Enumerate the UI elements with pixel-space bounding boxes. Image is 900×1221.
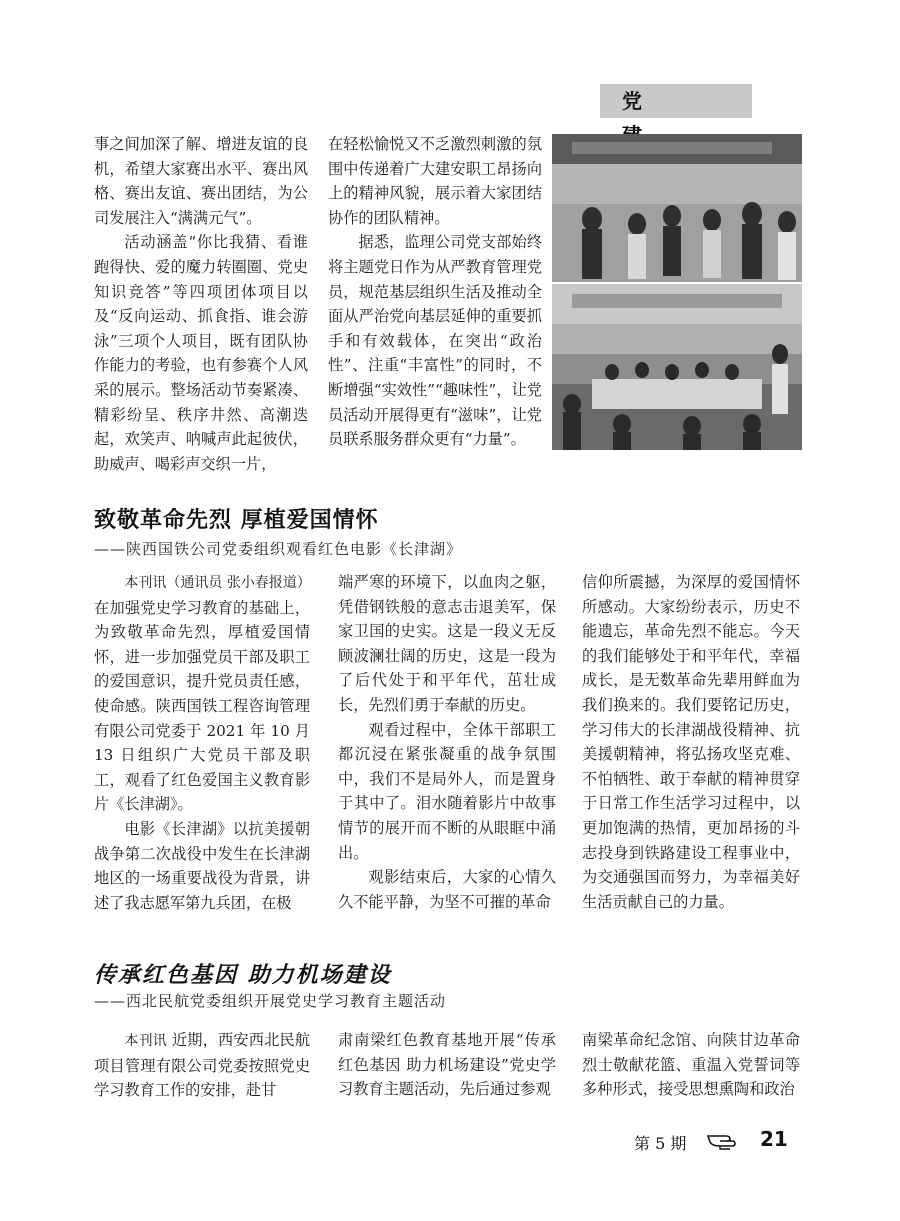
article2-column-1 [94,1028,310,1103]
top-column-2 [328,132,542,452]
article1-col2-paragraph-3: 观影结束后，大家的心情久久不能平静，为坚不可摧的革命 [338,868,556,911]
activity-photo-1 [552,134,802,282]
article2-col1-text: 近期，西安西北民航项目管理有限公司党委按照党史学习教育工作的安排，赴甘 [94,1031,311,1100]
article2-column-3 [582,1028,800,1102]
article2-subtitle: ——西北民航党委组织开展党史学习教育主题活动 [94,992,447,1010]
top-column-1 [94,132,308,476]
issue-label: 第 5 期 [634,1134,687,1153]
pointing-hand-icon [706,1128,742,1156]
article1-column-1 [94,570,310,915]
article1-column-3 [582,570,800,914]
article1-col2-paragraph-1: 端严寒的环境下，以血肉之躯，凭借钢铁般的意志击退美军，保家卫国的史实。这是一段义无反顾波澜壮阔的历史，这是一段为了后代处于和平年代，茁壮成长，先烈们勇于奉献的历史。 [338,573,556,714]
section-tag: 党 [600,84,752,118]
top-col1-paragraph-2: 活动涵盖“你比我猜、看谁跑得快、爱的魔力转圈圈、党史知识竞答”等四项团体项目以及“反向运动、抓食指、谁会游泳”三项个人项目，既有团队协作能力的考验，也有参赛个人风采的展示。整场活动节奏紧凑、精彩纷呈、秩序井然、高潮迭起，欢笑声、呐喊声此起彼伏，助威声、喝彩声交织一片， [94,233,308,473]
article2-lead: 本刊讯 [124,1033,167,1049]
activity-photo-1-image [552,134,802,282]
article2-col3-paragraph: 南梁革命纪念馆、向陕甘边革命烈士敬献花篮、重温入党誓词等多种形式，接受思想熏陶和政治 [582,1031,800,1099]
article1-col1-paragraph-2: 电影《长津湖》以抗美援朝战争第二次战役中发生在长津湖地区的一场重要战役为背景，讲述了我志愿军第九兵团，在极 [94,819,310,912]
page-number: 21 [760,1127,788,1151]
activity-photo-2 [552,284,802,450]
article2-column-2 [338,1028,556,1102]
activity-photo-2-image [552,284,802,450]
article2-title: 传承红色基因 助力机场建设 [94,962,392,988]
article2-col2-paragraph: 肃南梁红色教育基地开展“传承红色基因 助力机场建设”党史学习教育主题活动，先后通过参观 [338,1031,556,1099]
article2-col1-paragraph [94,1028,310,1103]
article1-col2-paragraph-2: 观看过程中，全体干部职工都沉浸在紧张凝重的战争氛围中，我们不是局外人，而是置身于其中了。泪水随着影片中故事情节的展开而不断的从眼眶中涌出。 [338,720,556,862]
article1-col3-paragraph-1: 信仰所震撼，为深厚的爱国情怀所感动。大家纷纷表示，历史不能遗忘，革命先烈不能忘。今天的我们能够处于和平年代，幸福成长，是无数革命先辈用鲜血为我们换来的。我们要铭记历史，学习伟大的长津湖战役精神、抗美援朝精神，将弘扬攻坚克难、不怕牺牲、敢于奉献的精神贯穿于日常工作生活学习过程中，以更加饱满的热情，更加昂扬的斗志投身到铁路建设工程事业中，为交通强国而努力，为幸福美好生活贡献自己的力量。 [582,573,800,911]
article1-col1-text-1: 在加强党史学习教育的基础上，为致敬革命先烈，厚植爱国情怀，进一步加强党员干部及职工的爱国意识，提升党员责任感，使命感。陕西国铁工程咨询管理有限公司党委于 2021 年 10 月 13 日组织广大党员干部及职工，观看了红色爱国主义教育影片《长津湖》。 [94,598,310,814]
top-col1-paragraph-1: 事之间加深了解、增进友谊的良机，希望大家赛出水平、赛出风格、赛出友谊、赛出团结，为公司发展注入“满满元气”。 [94,135,308,227]
article1-column-2 [338,570,556,914]
article1-lead: 本刊讯（通讯员 张小春报道） [124,575,311,591]
article1-col1-paragraph-1 [94,570,310,817]
article1-subtitle: ——陕西国铁公司党委组织观看红色电影《长津湖》 [94,540,463,558]
article1-title: 致敬革命先烈 厚植爱国情怀 [94,508,379,533]
top-col2-paragraph-2: 据悉，监理公司党支部始终将主题党日作为从严教育管理党员，规范基层组织生活及推动全面从严治党向基层延伸的重要抓手和有效载体，在突出“政治性”、注重“丰富性”的同时，不断增强“实效性”“趣味性”，让党员活动开展得更有“滋味”，让党员联系服务群众更有“力量”。 [328,233,542,449]
top-col2-paragraph-1: 在轻松愉悦又不乏激烈刺激的氛围中传递着广大建安职工昂扬向上的精神风貌，展示着大家团结协作的团队精神。 [328,135,542,227]
